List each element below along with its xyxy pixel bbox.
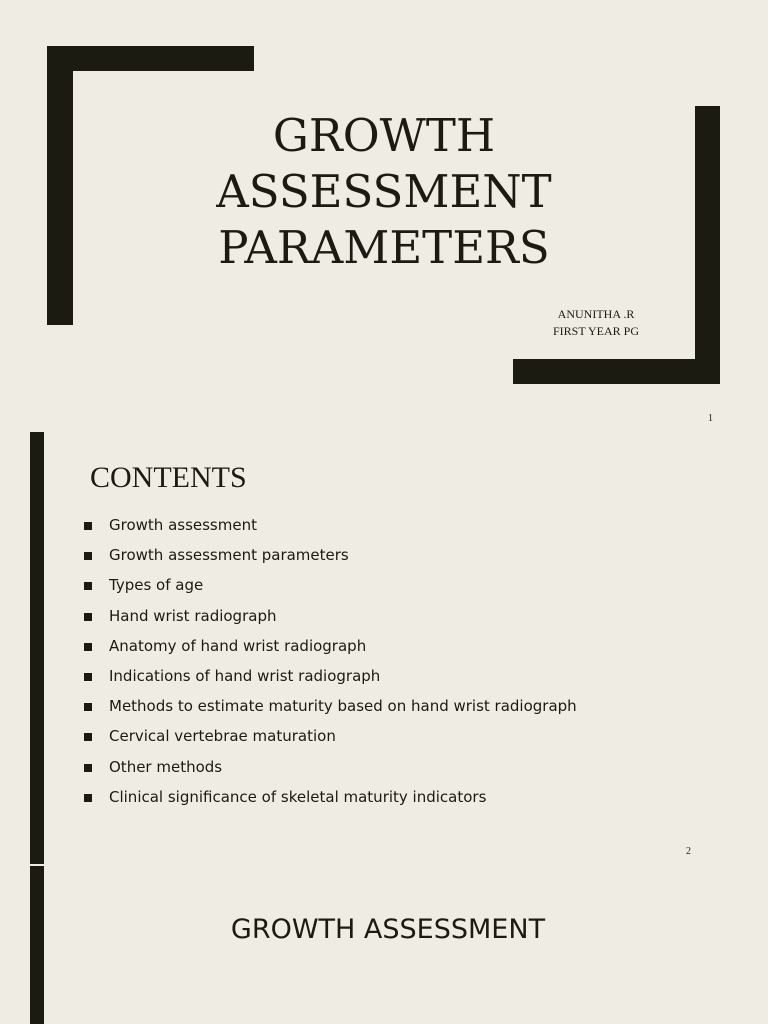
list-item-text: Hand wrist radiograph (109, 606, 277, 625)
contents-slide (0, 432, 768, 864)
list-item (82, 697, 577, 727)
square-bullet-icon (84, 552, 92, 560)
presentation-title (184, 108, 584, 276)
square-bullet-icon (84, 733, 92, 741)
list-item-text: Growth assessment (109, 516, 257, 534)
list-item-text: Anatomy of hand wrist radiograph (109, 636, 367, 655)
title-line: PARAMETERS (218, 221, 550, 274)
square-bullet-icon (84, 613, 92, 621)
list-item (82, 637, 577, 667)
list-item (82, 516, 577, 546)
square-bullet-icon (84, 764, 92, 772)
list-item (82, 667, 577, 697)
list-item-text: Clinical significance of skeletal maturity indicators (109, 787, 487, 806)
author-role: FIRST YEAR PG (552, 324, 640, 338)
section-slide (0, 864, 768, 1024)
list-item-text: Cervical vertebrae maturation (109, 727, 336, 746)
square-bullet-icon (84, 794, 92, 802)
list-item (82, 546, 577, 576)
title-line: GROWTH (272, 109, 496, 162)
title-slide (0, 0, 768, 432)
square-bullet-icon (84, 673, 92, 681)
section-heading: GROWTH ASSESSMENT (230, 914, 546, 945)
list-item (82, 788, 577, 818)
square-bullet-icon (84, 522, 92, 530)
list-item-text: Methods to estimate maturity based on hand wrist radiograph (109, 697, 577, 716)
square-bullet-icon (84, 703, 92, 711)
page-number: 2 (686, 846, 691, 857)
list-item-text: Indications of hand wrist radiograph (109, 666, 381, 685)
frame-top-left-horizontal-bar (47, 46, 254, 71)
list-item (82, 607, 577, 637)
frame-bottom-right-horizontal-bar (513, 359, 720, 384)
title-line: ASSESSMENT (216, 165, 552, 218)
list-item-text: Other methods (109, 757, 223, 776)
contents-heading: CONTENTS (90, 461, 247, 494)
frame-bottom-right-vertical-bar (695, 106, 720, 384)
list-item (82, 727, 577, 757)
list-item-text: Types of age (109, 576, 204, 595)
left-accent-bar (30, 432, 44, 864)
author-info (530, 306, 662, 340)
contents-list (82, 516, 577, 818)
list-item (82, 758, 577, 788)
page-number: 1 (708, 413, 713, 424)
list-item-text: Growth assessment parameters (109, 546, 349, 565)
frame-top-left-vertical-bar (47, 46, 73, 325)
square-bullet-icon (84, 582, 92, 590)
left-accent-bar (30, 866, 44, 1024)
author-name: ANUNITHA .R (557, 307, 635, 321)
list-item (82, 576, 577, 606)
square-bullet-icon (84, 643, 92, 651)
